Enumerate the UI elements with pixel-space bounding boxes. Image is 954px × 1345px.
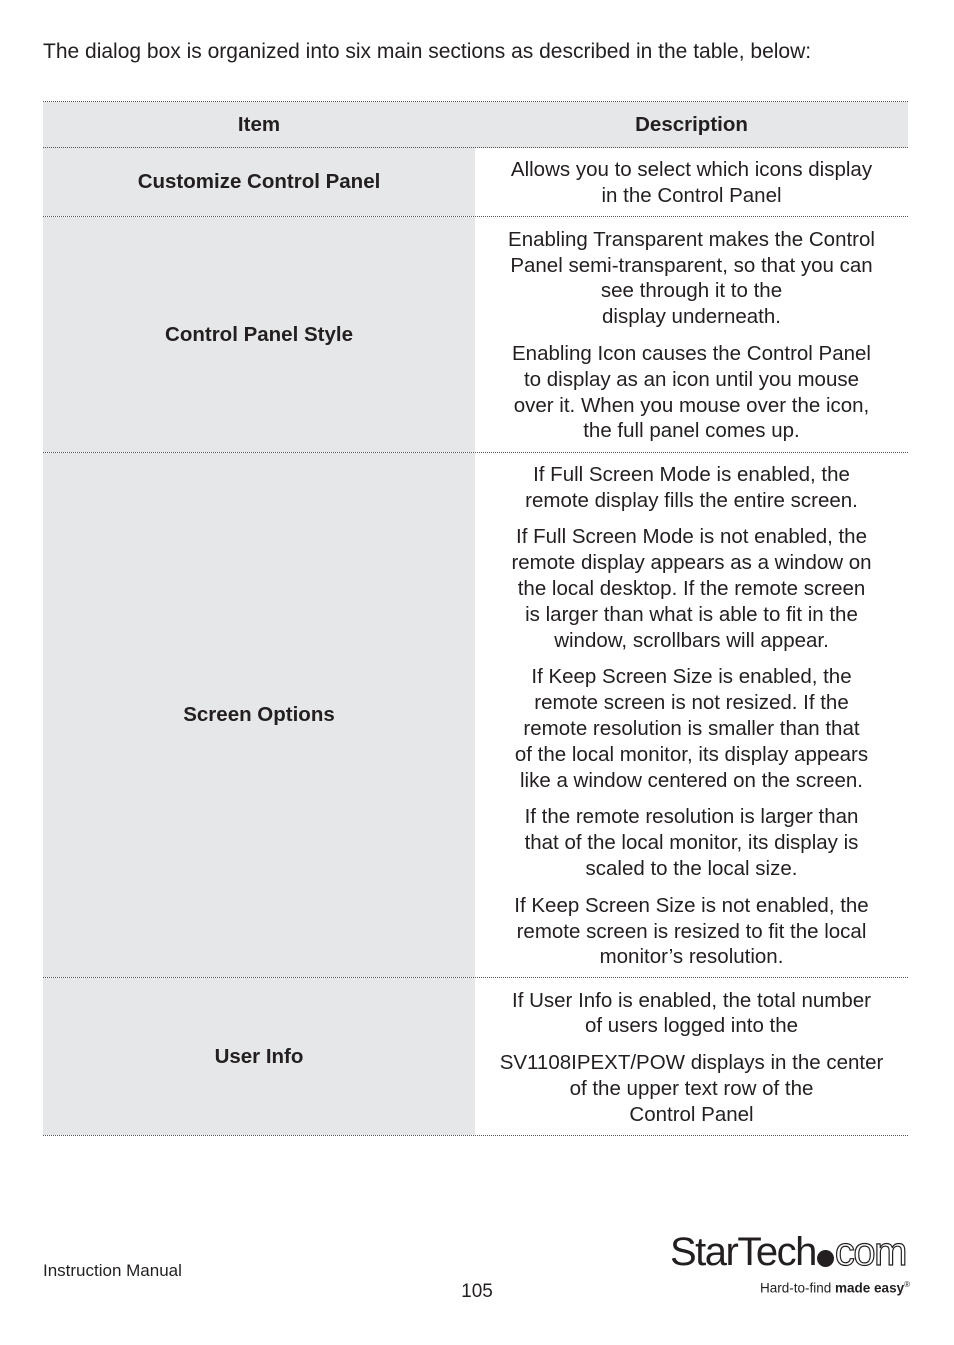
description-paragraph: Enabling Icon causes the Control Panel to display as an icon until you mouse over it. When you mouse over the icon, the full panel comes up. [512, 342, 871, 443]
description-paragraph: If Keep Screen Size is not enabled, the remote screen is resized to fit the local monitor’s resolution. [514, 893, 869, 969]
description-paragraph: If Full Screen Mode is enabled, the remote display fills the entire screen. [525, 462, 858, 512]
description-paragraph: Enabling Transparent makes the Control Panel semi-transparent, so that you can see through it to the display underneath. [508, 227, 875, 329]
row-item: Screen Options [43, 453, 475, 977]
description-paragraph: SV1108IPEXT/POW displays in the center of the upper text row of the Control Panel [499, 1051, 884, 1126]
logo-wordmark [670, 1228, 910, 1276]
table-row [43, 148, 908, 217]
description-paragraph: If Keep Screen Size is enabled, the remote screen is not resized. If the remote resolution is smaller than that of the local monitor, its display appears like a window centered on the screen. [514, 665, 869, 792]
table-row [43, 978, 908, 1136]
intro-text: The dialog box is organized into six main sections as described in the table, below: [43, 40, 812, 63]
row-item: User Info [43, 978, 475, 1135]
description-paragraph: If the remote resolution is larger than that of the local monitor, its display is scaled to the local size. [524, 805, 859, 880]
tagline-regular: Hard-to-find [760, 1280, 836, 1296]
footer-manual-label: Instruction Manual [43, 1261, 182, 1280]
table-row [43, 217, 908, 453]
row-description [475, 978, 908, 1135]
sections-table [43, 101, 908, 1136]
table-header-row [43, 102, 908, 148]
row-description [475, 217, 908, 452]
column-header-description: Description [475, 102, 908, 147]
table-row [43, 453, 908, 978]
row-item: Customize Control Panel [43, 148, 475, 216]
description-paragraph: If User Info is enabled, the total number of users logged into the [512, 988, 871, 1038]
logo-dot-icon [817, 1250, 834, 1267]
row-description [475, 453, 908, 977]
logo-com-text: com [834, 1230, 906, 1274]
description-paragraph: If Full Screen Mode is not enabled, the remote display appears as a window on the local desktop. If the remote screen is larger than what is able to fit in the window, scrollbars will appear. [511, 525, 872, 652]
page-number: 105 [461, 1281, 493, 1302]
description-paragraph: Allows you to select which icons display in the Control Panel [510, 158, 873, 207]
logo-tagline [760, 1280, 910, 1296]
row-description [475, 148, 908, 216]
registered-mark: ® [904, 1280, 910, 1289]
startech-logo [670, 1228, 910, 1304]
tagline-bold: made easy [835, 1280, 905, 1296]
row-item: Control Panel Style [43, 217, 475, 452]
logo-startech-text: StarTech [670, 1230, 816, 1274]
column-header-item: Item [43, 102, 475, 147]
